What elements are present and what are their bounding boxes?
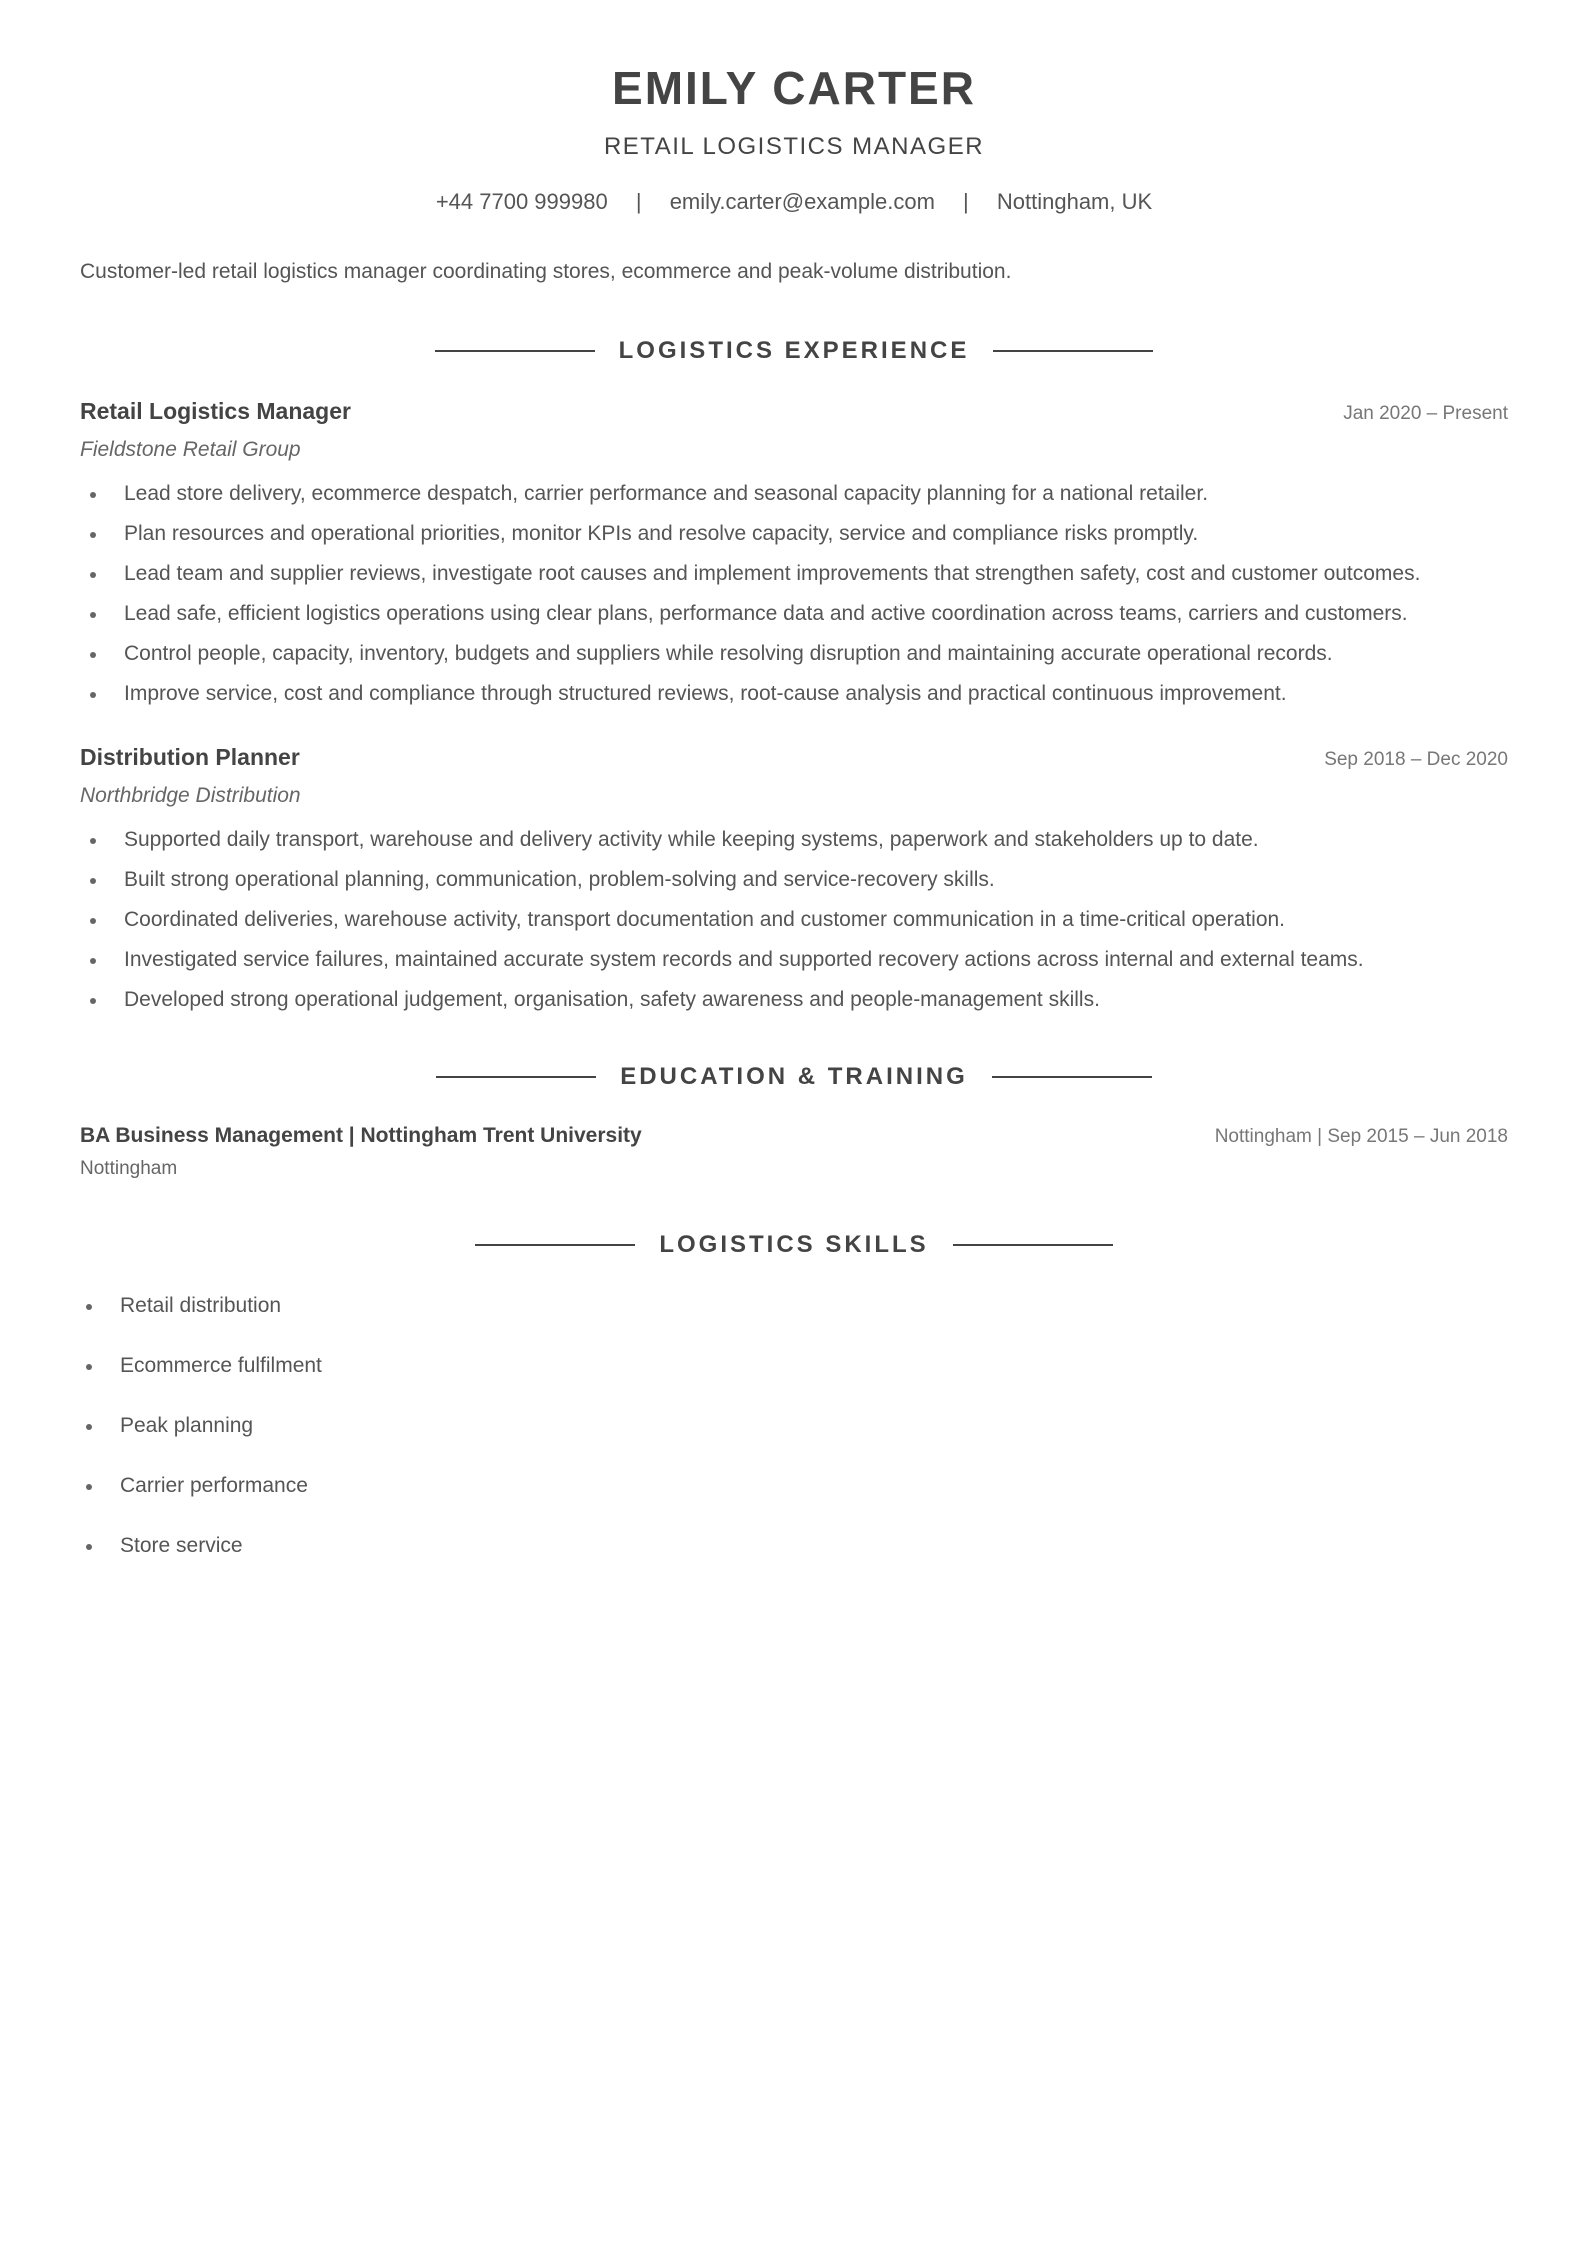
heading-rule-left (435, 350, 595, 352)
skill-item: Peak planning (80, 1412, 1508, 1472)
skills-list (80, 1292, 1508, 1592)
candidate-title: RETAIL LOGISTICS MANAGER (603, 133, 985, 160)
job-bullet-list (80, 826, 1508, 1026)
contact-separator: | (635, 189, 642, 214)
job-bullet: Developed strong operational judgement, organisation, safety awareness and people-management skills. (80, 986, 1508, 1026)
education-heading-label: EDUCATION & TRAINING (620, 1063, 968, 1090)
job-bullet: Investigated service failures, maintained accurate system records and supported recovery actions across internal and external teams. (80, 946, 1508, 986)
contact-location: Nottingham, UK (996, 189, 1153, 214)
skill-item: Carrier performance (80, 1472, 1508, 1532)
heading-rule-right (992, 1076, 1152, 1078)
skills-heading-label: LOGISTICS SKILLS (659, 1231, 929, 1258)
heading-rule-left (475, 1244, 635, 1246)
education-header (80, 1122, 1508, 1151)
job-bullet-list (80, 480, 1508, 720)
experience-heading (0, 334, 1588, 368)
heading-rule-left (436, 1076, 596, 1078)
job-bullet: Coordinated deliveries, warehouse activity, transport documentation and customer communication in a time-critical operation. (80, 906, 1508, 946)
job-bullet: Lead team and supplier reviews, investigate root causes and implement improvements that strengthen safety, cost and customer outcomes. (80, 560, 1508, 600)
contact-phone: +44 7700 999980 (435, 189, 608, 214)
education-degree: BA Business Management | Nottingham Trent University (80, 1124, 642, 1147)
education-meta: Nottingham | Sep 2015 – Jun 2018 (1214, 1126, 1508, 1147)
education-heading (0, 1060, 1588, 1094)
job-bullet: Lead store delivery, ecommerce despatch, carrier performance and seasonal capacity planning for a national retailer. (80, 480, 1508, 520)
contact-email[interactable]: emily.carter@example.com (669, 189, 935, 214)
job-bullet: Lead safe, efficient logistics operations using clear plans, performance data and active coordination across teams, carriers and customers. (80, 600, 1508, 640)
job-header (80, 396, 1508, 429)
job-bullet: Plan resources and operational priorities, monitor KPIs and resolve capacity, service and compliance risks promptly. (80, 520, 1508, 560)
skill-item: Store service (80, 1532, 1508, 1592)
job-bullet: Built strong operational planning, communication, problem-solving and service-recovery skills. (80, 866, 1508, 906)
job-role: Distribution Planner (80, 744, 300, 770)
candidate-name: EMILY CARTER (612, 62, 976, 114)
job-dates: Sep 2018 – Dec 2020 (1324, 749, 1508, 770)
job-dates: Jan 2020 – Present (1343, 403, 1508, 424)
education-location: Nottingham (80, 1158, 178, 1179)
heading-rule-right (993, 350, 1153, 352)
contact-line (0, 188, 1588, 216)
job-bullet: Control people, capacity, inventory, budgets and suppliers while resolving disruption and maintaining accurate operational records. (80, 640, 1508, 680)
skill-item: Retail distribution (80, 1292, 1508, 1352)
contact-separator: | (963, 189, 969, 214)
job-role: Retail Logistics Manager (80, 398, 351, 424)
job-bullet: Improve service, cost and compliance through structured reviews, root-cause analysis and practical continuous improvement. (80, 680, 1508, 720)
experience-heading-label: LOGISTICS EXPERIENCE (618, 337, 970, 364)
job-company: Northbridge Distribution (80, 784, 301, 807)
skills-heading (0, 1228, 1588, 1262)
profile-summary: Customer-led retail logistics manager coordinating stores, ecommerce and peak-volume distribution. (80, 260, 1012, 283)
job-bullet: Supported daily transport, warehouse and delivery activity while keeping systems, paperwork and stakeholders up to date. (80, 826, 1508, 866)
job-company: Fieldstone Retail Group (80, 438, 301, 461)
job-header (80, 742, 1508, 775)
skill-item: Ecommerce fulfilment (80, 1352, 1508, 1412)
heading-rule-right (953, 1244, 1113, 1246)
